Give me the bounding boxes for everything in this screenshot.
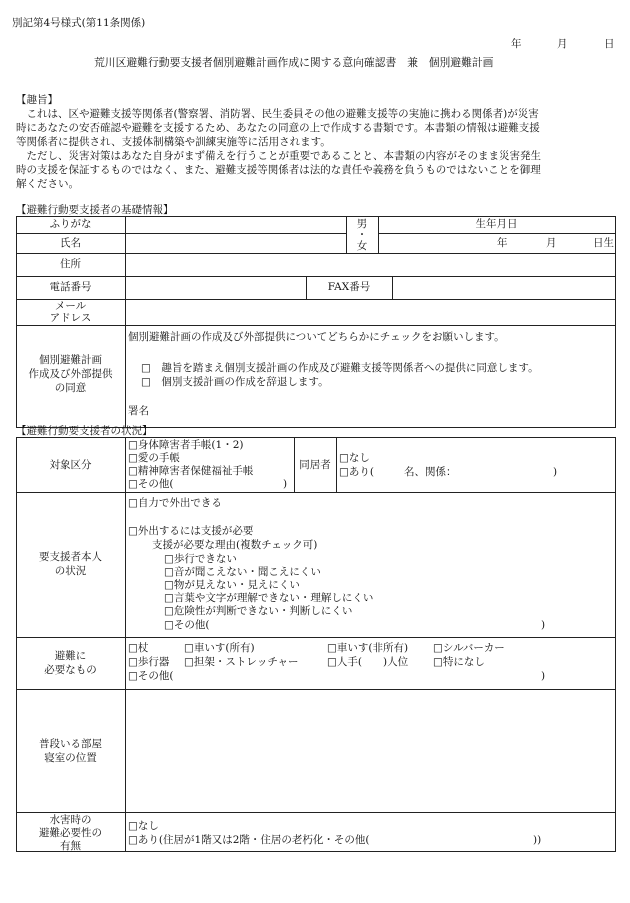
purpose-line: 解ください。 bbox=[16, 178, 79, 190]
purpose-line: ただし、災害対策はあなた自身がまず備えを行うことが重要であることと、本書類の内容がそのまま災害発生 bbox=[16, 150, 541, 162]
furigana-label: ふりがな bbox=[49, 218, 92, 230]
needs-label: 必要なもの bbox=[44, 664, 97, 676]
needs-checkbox[interactable]: □シルバーカー bbox=[433, 642, 505, 654]
email-label: アドレス bbox=[49, 312, 92, 324]
fax-field[interactable] bbox=[394, 278, 613, 298]
sex-female[interactable]: 女 bbox=[356, 240, 368, 252]
reason-checkbox[interactable]: □言葉や文字が理解できない・理解しにくい bbox=[164, 592, 374, 604]
birthdate-label: 生年月日 bbox=[475, 218, 518, 230]
sex-separator: ・ bbox=[356, 229, 368, 241]
birth-year: 年 bbox=[497, 237, 508, 249]
cohabitant-yes-checkbox[interactable]: □あり( bbox=[339, 466, 375, 478]
consent-label: 作成及び外部提供 bbox=[28, 368, 113, 380]
consent-decline-checkbox[interactable]: □ 個別支援計画の作成を辞退します。 bbox=[141, 376, 329, 388]
reason-checkbox[interactable]: □物が見えない・見えにくい bbox=[164, 579, 300, 591]
purpose-line: 等関係者に提供され、支援体制構築や訓練実施等に活用されます。 bbox=[16, 136, 331, 148]
name-label: 氏名 bbox=[60, 237, 81, 249]
status-heading: 【避難行動要支援者の状況】 bbox=[16, 425, 153, 437]
sex-male[interactable]: 男 bbox=[356, 218, 368, 230]
needs-checkbox[interactable]: □担架・ストレッチャー bbox=[184, 656, 299, 668]
self-can-checkbox[interactable]: □自力で外出できる bbox=[128, 497, 222, 509]
email-label: メール bbox=[54, 300, 87, 312]
document-title: 荒川区避難行動要支援者個別避難計画作成に関する意向確認書 兼 個別避難計画 bbox=[94, 56, 494, 69]
flood-yes-checkbox[interactable]: □あり(住居が1階又は2階・住居の老朽化・その他( bbox=[128, 834, 370, 846]
category-checkbox[interactable]: □精神障害者保健福祉手帳 bbox=[128, 465, 254, 477]
self-status-label: 要支援者本人 bbox=[39, 551, 102, 563]
basic-info-heading: 【避難行動要支援者の基礎情報】 bbox=[16, 204, 174, 216]
needs-label: 避難に bbox=[54, 650, 87, 662]
birth-month: 月 bbox=[546, 237, 557, 249]
purpose-line: 時にあなたの安否確認や避難を支援するため、あなたの同意の上で作成する書類です。本書類の情報は避難支援 bbox=[16, 122, 540, 134]
purpose-line: 時の支援を保証するものではなく、また、避難支援等関係者は法的な責任や義務を負うものではないことを御理 bbox=[16, 164, 541, 176]
fax-label: FAX番号 bbox=[327, 281, 371, 293]
consent-request: 個別避難計画の作成及び外部提供についてどちらかにチェックをお願いします。 bbox=[128, 331, 505, 343]
form-number: 別記第4号様式(第11条関係) bbox=[12, 17, 146, 29]
furigana-field[interactable] bbox=[127, 218, 344, 232]
address-field[interactable] bbox=[127, 255, 613, 275]
needs-checkbox[interactable]: □車いす(所有) bbox=[184, 642, 255, 654]
self-needs-checkbox[interactable]: □外出するには支援が必要 bbox=[128, 525, 254, 537]
flood-none-checkbox[interactable]: □なし bbox=[128, 820, 159, 832]
needs-checkbox[interactable]: □人手( )人位 bbox=[327, 656, 409, 668]
flood-close: )) bbox=[533, 834, 542, 846]
phone-field[interactable] bbox=[127, 278, 304, 298]
category-checkbox[interactable]: □愛の手帳 bbox=[128, 452, 180, 464]
reason-checkbox[interactable]: □その他( bbox=[164, 619, 210, 631]
room-label: 寝室の位置 bbox=[44, 752, 97, 764]
flood-label: 有無 bbox=[60, 840, 81, 852]
reason-checkbox[interactable]: □音が聞こえない・聞こえにくい bbox=[164, 566, 321, 578]
room-field[interactable] bbox=[127, 691, 613, 811]
email-field[interactable] bbox=[127, 301, 613, 324]
flood-label: 避難必要性の bbox=[39, 827, 102, 839]
category-close: ) bbox=[283, 478, 288, 490]
needs-checkbox[interactable]: □その他( bbox=[128, 670, 174, 682]
needs-checkbox[interactable]: □歩行器 bbox=[128, 656, 170, 668]
consent-agree-checkbox[interactable]: □ 趣旨を踏まえ個別支援計画の作成及び避難支援等関係者への提供に同意します。 bbox=[141, 362, 539, 374]
needs-checkbox[interactable]: □杖 bbox=[128, 642, 149, 654]
reason-checkbox[interactable]: □歩行できない bbox=[164, 553, 237, 565]
address-label: 住所 bbox=[60, 258, 81, 270]
category-checkbox[interactable]: □その他( bbox=[128, 478, 174, 490]
phone-label: 電話番号 bbox=[49, 281, 92, 293]
purpose-line: これは、区や避難支援等関係者(警察署、消防署、民生委員その他の避難支援等の実施に携わる関係者)が災害 bbox=[16, 108, 539, 120]
date-month: 月 bbox=[557, 38, 568, 50]
room-label: 普段いる部屋 bbox=[39, 738, 102, 750]
reason-heading: 支援が必要な理由(複数チェック可) bbox=[152, 539, 318, 551]
consent-label: の同意 bbox=[54, 382, 87, 394]
self-status-label: の状況 bbox=[54, 565, 87, 577]
cohabitant-none-checkbox[interactable]: □なし bbox=[339, 452, 370, 464]
flood-label: 水害時の bbox=[49, 814, 92, 826]
needs-checkbox[interactable]: □特になし bbox=[433, 656, 485, 668]
reason-close: ) bbox=[541, 619, 546, 631]
purpose-heading: 【趣旨】 bbox=[16, 94, 58, 106]
name-field[interactable] bbox=[127, 235, 344, 252]
birth-day: 日生 bbox=[593, 237, 614, 249]
category-checkbox[interactable]: □身体障害者手帳(1・2) bbox=[128, 439, 244, 451]
date-year: 年 bbox=[511, 38, 522, 50]
cohabitant-close: ) bbox=[553, 466, 558, 478]
needs-checkbox[interactable]: □車いす(非所有) bbox=[327, 642, 409, 654]
reason-checkbox[interactable]: □危険性が判断できない・判断しにくい bbox=[164, 605, 353, 617]
needs-close: ) bbox=[541, 670, 546, 682]
cohabitant-count: 名、関係： bbox=[404, 466, 457, 478]
signature-label: 署名 bbox=[128, 405, 149, 417]
cohabitant-label: 同居者 bbox=[299, 459, 331, 471]
date-day: 日 bbox=[604, 38, 615, 50]
category-label: 対象区分 bbox=[49, 459, 92, 471]
consent-label: 個別避難計画 bbox=[39, 354, 102, 366]
